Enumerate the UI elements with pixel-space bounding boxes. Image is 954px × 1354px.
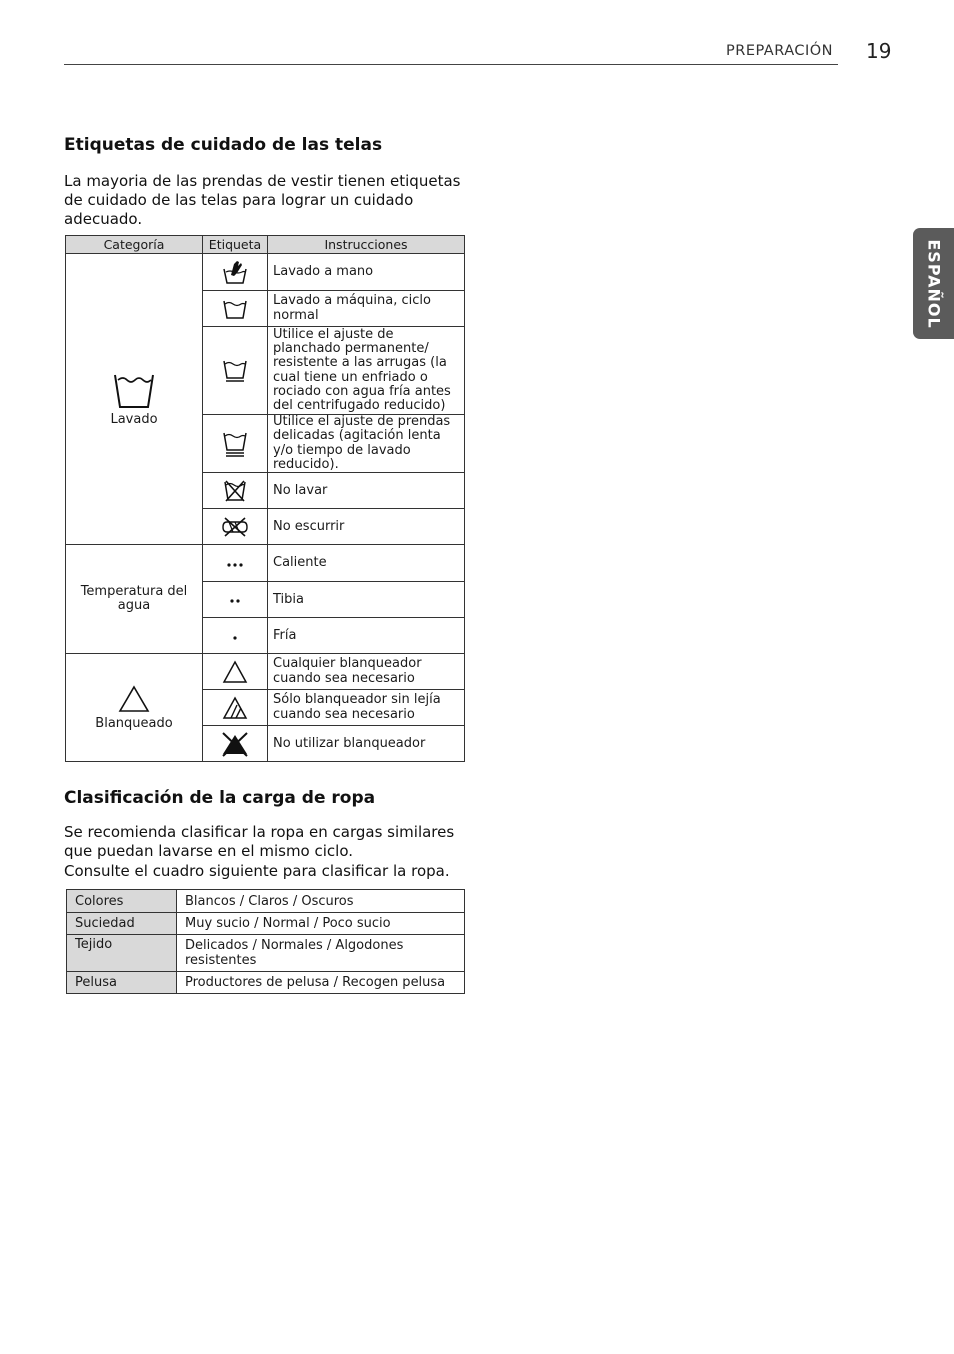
table-row — [67, 972, 465, 994]
label-icon-cell — [203, 291, 268, 327]
sort-label: Colores — [67, 890, 177, 913]
label-icon-cell — [203, 473, 268, 509]
delicate-wash-icon — [222, 430, 248, 458]
label-icon-cell — [203, 726, 268, 762]
do-not-bleach-icon — [220, 731, 250, 757]
instruction-text: No escurrir — [268, 509, 465, 545]
instruction-text: No utilizar blanqueador — [268, 726, 465, 762]
category-label: Temperatura del agua — [80, 583, 188, 614]
table-row — [66, 654, 465, 690]
hand-wash-icon — [222, 259, 248, 285]
sort-label: Pelusa — [67, 972, 177, 994]
sort-label: Tejido — [67, 935, 177, 972]
sort-value: Muy sucio / Normal / Poco sucio — [177, 913, 465, 935]
table-row — [67, 890, 465, 913]
label-icon-cell — [203, 618, 268, 654]
page-number: 19 — [866, 39, 892, 63]
label-icon-cell — [203, 654, 268, 690]
do-not-wring-icon — [220, 516, 250, 538]
header-category: Categoría — [66, 236, 203, 254]
instruction-text: Fría — [268, 618, 465, 654]
sort-label: Suciedad — [67, 913, 177, 935]
header-label: Etiqueta — [203, 236, 268, 254]
label-icon-cell — [203, 415, 268, 473]
sort-value: Delicados / Normales / Algodones resistentes — [177, 935, 465, 972]
sort-section-instruction: Consulte el cuadro siguiente para clasificar la ropa. — [64, 862, 450, 880]
language-tab — [913, 228, 954, 339]
triangle-icon — [118, 685, 150, 713]
permanent-press-icon — [222, 358, 248, 384]
table-row — [67, 913, 465, 935]
table-row — [66, 545, 465, 582]
care-section-title: Etiquetas de cuidado de las telas — [64, 135, 383, 155]
label-icon-cell — [203, 690, 268, 726]
instruction-text: Lavado a máquina, ciclo normal — [268, 291, 465, 327]
category-label: Lavado — [110, 411, 158, 427]
machine-wash-normal-icon — [222, 298, 248, 320]
instruction-text: Sólo blanqueador sin lejía cuando sea necesario — [268, 690, 465, 726]
one-dot-icon — [225, 630, 245, 640]
table-row — [66, 254, 465, 291]
category-cell-water-temperature — [66, 545, 203, 654]
instruction-text: Utilice el ajuste de prendas delicadas (agitación lenta y/o tiempo de lavado reducido). — [268, 415, 465, 473]
washtub-icon — [113, 371, 155, 409]
table-row — [67, 935, 465, 972]
category-label: Blanqueado — [95, 715, 173, 731]
label-icon-cell — [203, 582, 268, 618]
language-tab-label: ESPAÑOL — [924, 238, 943, 329]
three-dots-icon — [225, 558, 245, 568]
label-icon-cell — [203, 545, 268, 582]
sort-value: Blancos / Claros / Oscuros — [177, 890, 465, 913]
sorting-table — [66, 889, 465, 994]
do-not-wash-icon — [222, 479, 248, 503]
instruction-text: Tibia — [268, 582, 465, 618]
instruction-text: Cualquier blanqueador cuando sea necesario — [268, 654, 465, 690]
non-chlorine-bleach-icon — [222, 696, 248, 720]
instruction-text: Lavado a mano — [268, 254, 465, 291]
running-header-section: PREPARACIÓN — [726, 43, 834, 59]
sort-value: Productores de pelusa / Recogen pelusa — [177, 972, 465, 994]
care-section-intro: La mayoria de las prendas de vestir tienen etiquetas de cuidado de las telas para lograr un cuidado adecuado. — [64, 172, 461, 228]
sort-section-title: Clasificación de la carga de ropa — [64, 788, 376, 808]
any-bleach-icon — [222, 660, 248, 684]
instruction-text: No lavar — [268, 473, 465, 509]
category-cell-bleach — [66, 654, 203, 762]
header-rule — [64, 64, 838, 65]
care-label-table — [65, 235, 465, 762]
label-icon-cell — [203, 509, 268, 545]
two-dots-icon — [225, 594, 245, 604]
table-header-row — [66, 236, 465, 254]
instruction-text: Utilice el ajuste de planchado permanente/ resistente a las arrugas (la cual tiene un enfriado o rociado con agua fría antes del centrifugado reducido) — [268, 327, 465, 415]
category-cell-wash — [66, 254, 203, 545]
label-icon-cell — [203, 327, 268, 415]
header-instructions: Instrucciones — [268, 236, 465, 254]
instruction-text: Caliente — [268, 545, 465, 582]
label-icon-cell — [203, 254, 268, 291]
sort-section-intro: Se recomienda clasificar la ropa en cargas similares que puedan lavarse en el mismo ciclo. — [64, 823, 455, 860]
